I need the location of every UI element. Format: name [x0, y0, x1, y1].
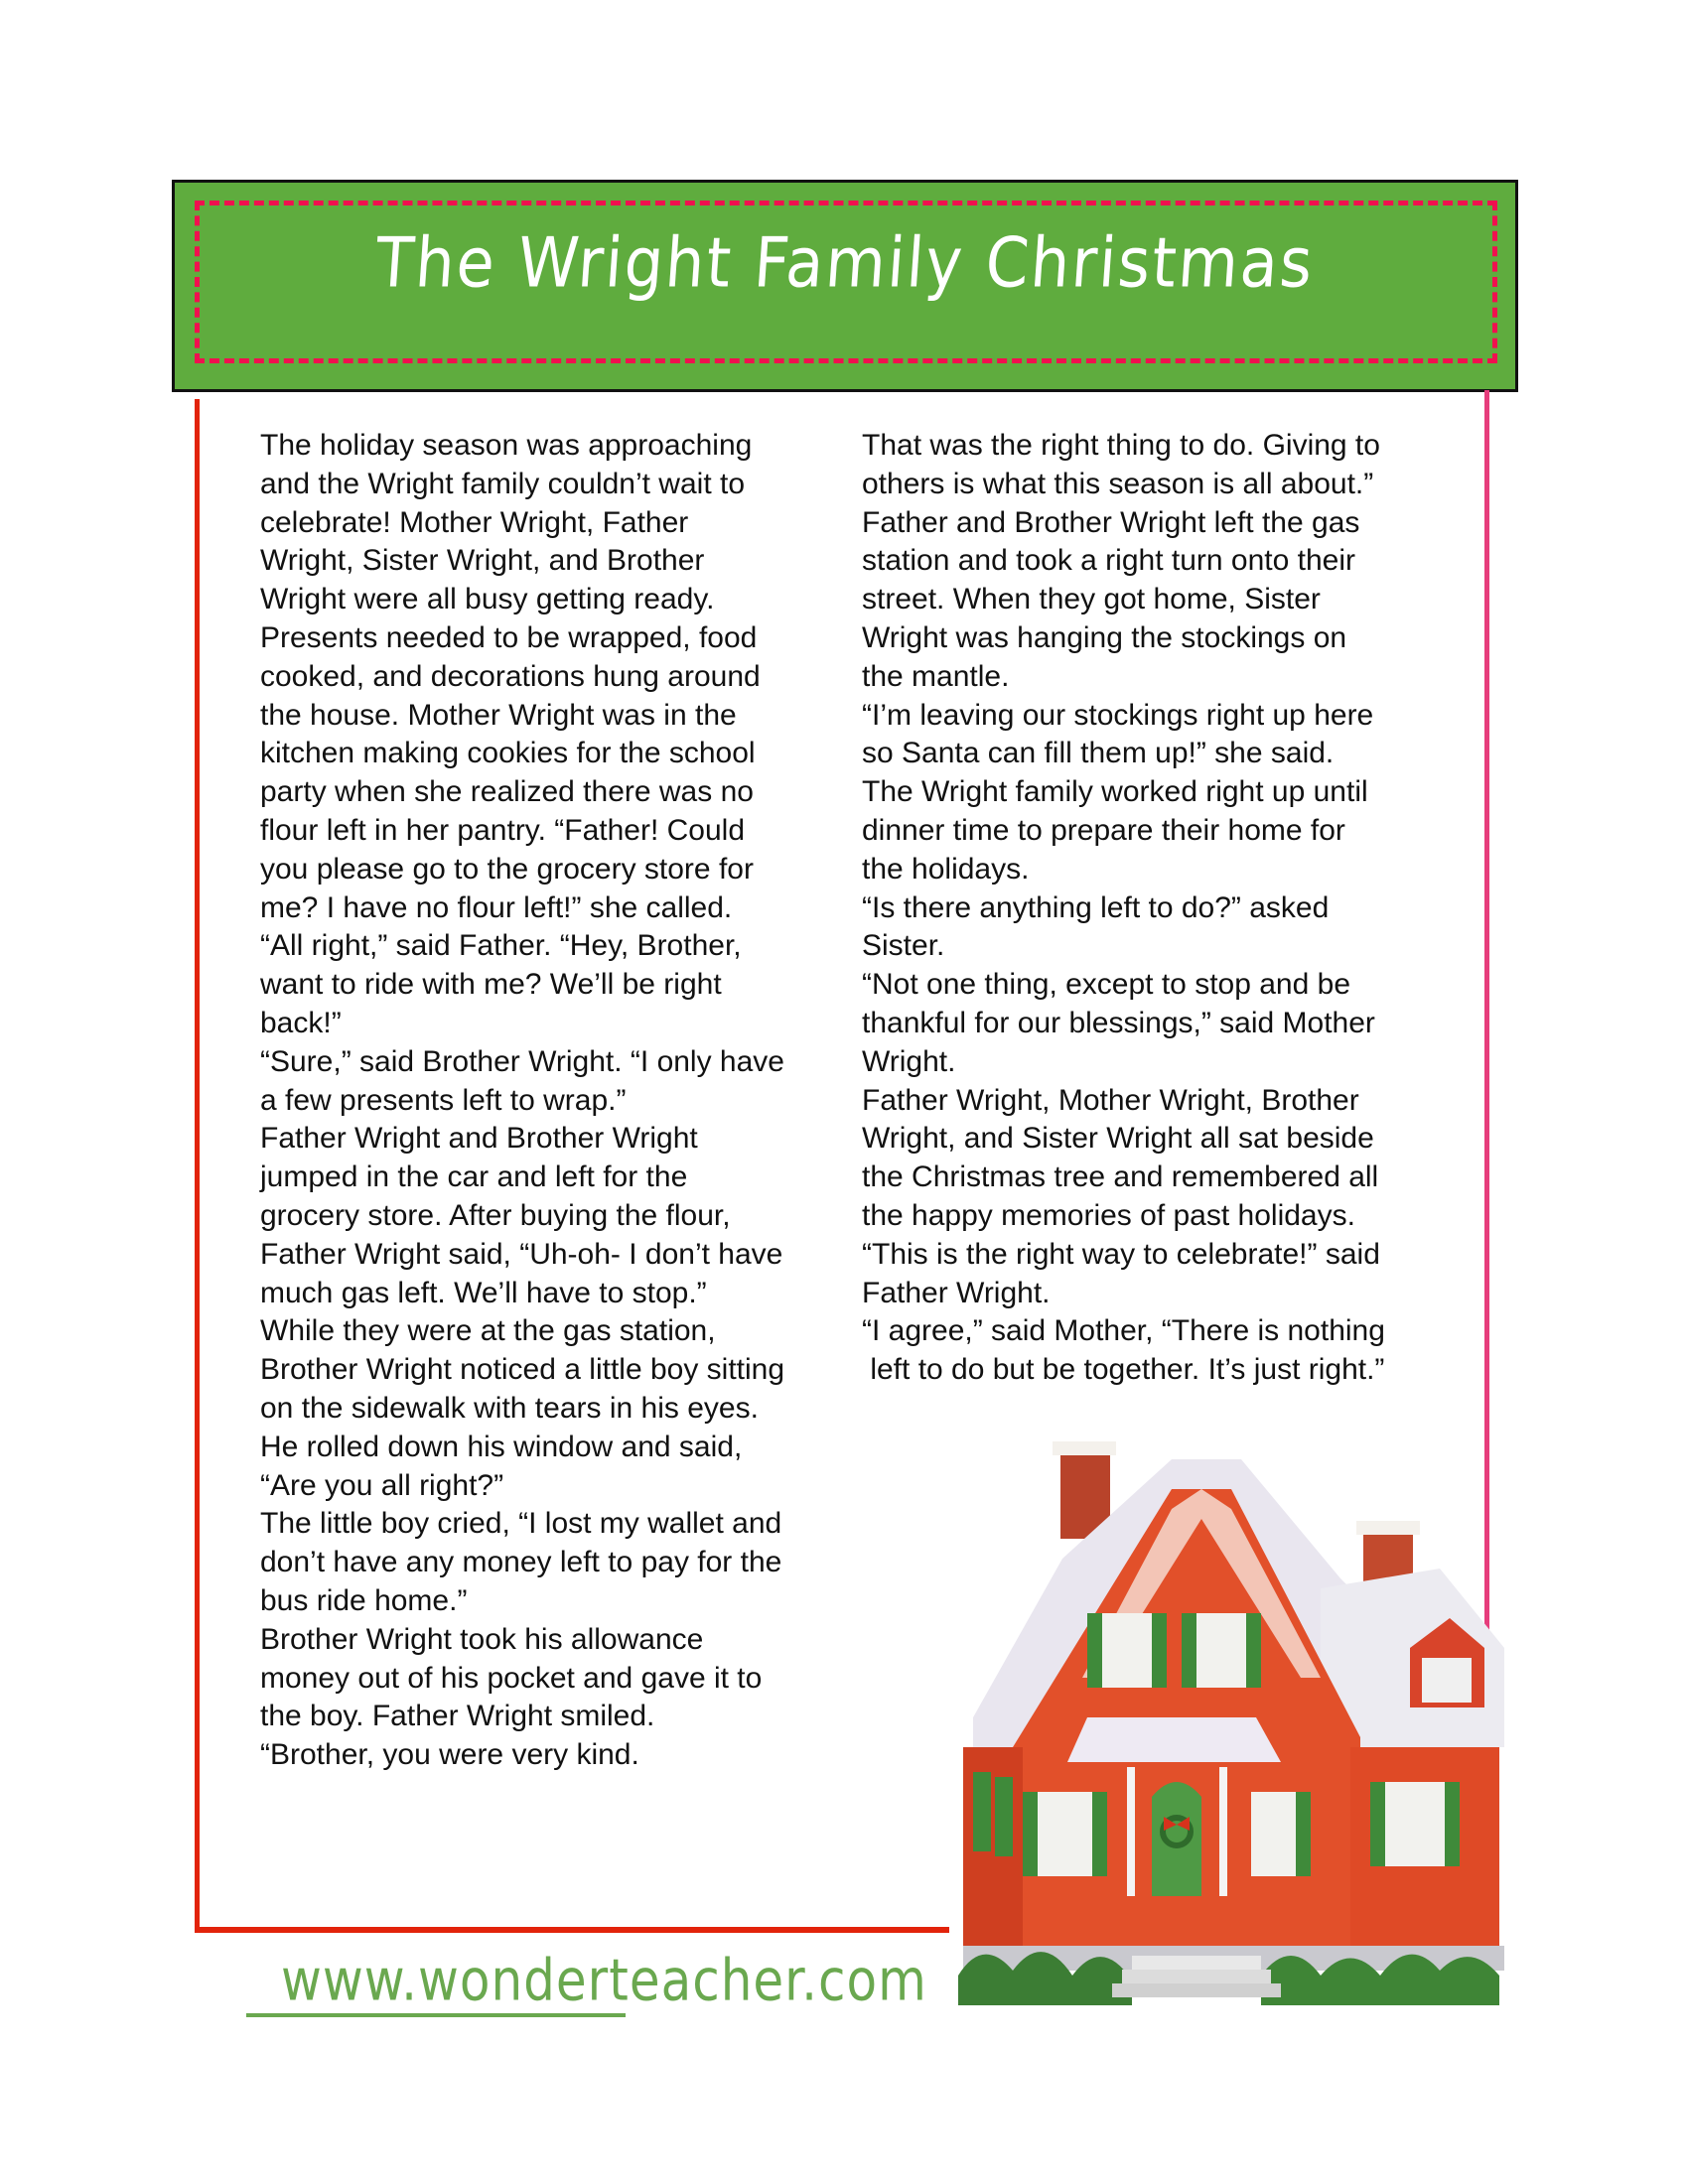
story-line: a few presents left to wrap.”: [260, 1083, 627, 1117]
story-line: Presents needed to be wrapped, food: [260, 620, 758, 654]
story-line: Sister.: [862, 929, 945, 963]
story-line: Father and Brother Wright left the gas: [862, 505, 1360, 539]
story-line: and the Wright family couldn’t wait to: [260, 467, 746, 500]
story-line: flour left in her pantry. “Father! Could: [260, 813, 745, 847]
story-line: While they were at the gas station,: [260, 1314, 716, 1348]
story-line: the boy. Father Wright smiled.: [260, 1700, 655, 1733]
story-line: grocery store. After buying the flour,: [260, 1198, 731, 1232]
story-line: Brother Wright noticed a little boy sitting: [260, 1353, 785, 1387]
bottom-frame-border: [195, 1927, 949, 1933]
story-line: Wright were all busy getting ready.: [260, 583, 715, 616]
story-line: “All right,” said Father. “Hey, Brother,: [260, 929, 742, 963]
story-line: the house. Mother Wright was in the: [260, 698, 737, 732]
story-line: cooked, and decorations hung around: [260, 659, 761, 693]
story-line: dinner time to prepare their home for: [862, 813, 1345, 847]
story-line: “Are you all right?”: [260, 1468, 504, 1502]
link-underline: [246, 2013, 626, 2017]
story-line: street. When they got home, Sister: [862, 583, 1321, 616]
story-line: back!”: [260, 1006, 342, 1039]
story-line: kitchen making cookies for the school: [260, 737, 756, 770]
website-link[interactable]: www.wonderteacher.com: [281, 1947, 927, 2014]
story-line: the mantle.: [862, 659, 1010, 693]
story-line: bus ride home.”: [260, 1583, 468, 1617]
story-line: want to ride with me? We’ll be right: [260, 968, 722, 1002]
story-line: “This is the right way to celebrate!” said: [862, 1237, 1380, 1271]
left-frame-border: [195, 399, 200, 1932]
story-line: so Santa can fill them up!” she said.: [862, 737, 1335, 770]
story-line: “Is there anything left to do?” asked: [862, 890, 1330, 924]
story-line: Brother Wright took his allowance: [260, 1622, 704, 1656]
story-line: Father Wright and Brother Wright: [260, 1122, 698, 1156]
story-line: The holiday season was approaching: [260, 429, 753, 462]
story-line: Wright.: [862, 1044, 956, 1078]
story-line: celebrate! Mother Wright, Father: [260, 505, 689, 539]
story-line: station and took a right turn onto their: [862, 544, 1355, 578]
story-line: jumped in the car and left for the: [260, 1160, 688, 1194]
story-line: you please go to the grocery store for: [260, 852, 754, 886]
story-line: The little boy cried, “I lost my wallet and: [260, 1507, 782, 1541]
story-line: “Sure,” said Brother Wright. “I only have: [260, 1044, 784, 1078]
story-line: Father Wright.: [862, 1276, 1051, 1309]
story-line: Wright, and Sister Wright all sat beside: [862, 1122, 1374, 1156]
title-banner: [172, 180, 1518, 392]
page-title: The Wright Family Christmas: [372, 221, 1318, 304]
story-line: He rolled down his window and said,: [260, 1430, 743, 1463]
story-line: The Wright family worked right up until: [862, 775, 1368, 809]
story-line: Father Wright, Mother Wright, Brother: [862, 1083, 1359, 1117]
story-line: “I’m leaving our stockings right up here: [862, 698, 1374, 732]
story-line: on the sidewalk with tears in his eyes.: [260, 1391, 759, 1425]
story-column-left: [260, 427, 816, 1775]
story-line: the holidays.: [862, 852, 1030, 886]
house-illustration: [943, 1420, 1504, 2015]
story-line: me? I have no flour left!” she called.: [260, 890, 733, 924]
story-line: “Brother, you were very kind.: [260, 1738, 639, 1772]
story-line: much gas left. We’ll have to stop.”: [260, 1276, 707, 1309]
story-line: Wright was hanging the stockings on: [862, 620, 1347, 654]
story-column-right: [862, 427, 1438, 1390]
story-line: Father Wright said, “Uh-oh- I don’t have: [260, 1237, 783, 1271]
story-line: others is what this season is all about.”: [862, 467, 1374, 500]
story-line: thankful for our blessings,” said Mother: [862, 1006, 1375, 1039]
story-line: party when she realized there was no: [260, 775, 754, 809]
story-line: “I agree,” said Mother, “There is nothing: [862, 1314, 1385, 1348]
story-line: the Christmas tree and remembered all: [862, 1160, 1379, 1194]
story-line: That was the right thing to do. Giving to: [862, 429, 1380, 462]
story-line: “Not one thing, except to stop and be: [862, 968, 1350, 1002]
story-line: the happy memories of past holidays.: [862, 1198, 1355, 1232]
story-line: left to do but be together. It’s just right.”: [862, 1353, 1385, 1387]
story-line: don’t have any money left to pay for the: [260, 1546, 782, 1579]
front-door: [1152, 1782, 1201, 1896]
story-line: money out of his pocket and gave it to: [260, 1661, 763, 1695]
story-line: Wright, Sister Wright, and Brother: [260, 544, 705, 578]
